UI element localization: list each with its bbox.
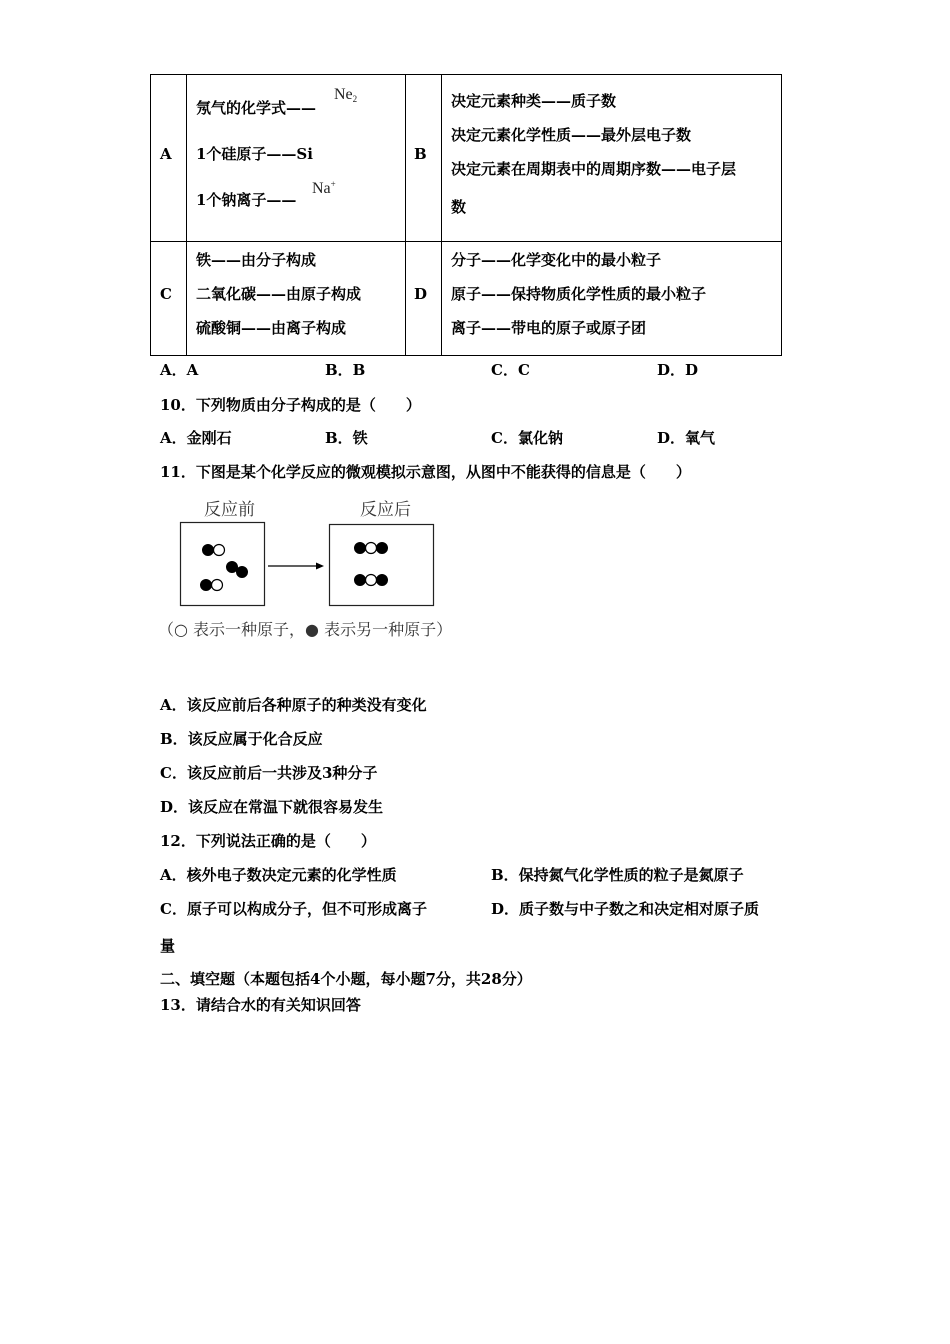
cell-d-line2: 原子——保持物质化学性质的最小粒子 [451,285,707,303]
black-atom [355,543,366,554]
cell-b-line4: 数 [451,198,467,216]
after-label: 反应后 [360,500,411,520]
cell-b-letter: B [414,145,427,163]
cell-a-line1: 氖气的化学式—— [196,99,317,117]
white-atom [366,575,377,586]
q10-option-c[interactable]: C．氯化钠 [491,429,563,447]
q13-stem: 13．请结合水的有关知识回答 [160,996,361,1014]
cell-d-letter: D [414,285,428,303]
before-label: 反应前 [204,500,255,520]
black-atom [355,575,366,586]
q10-option-d[interactable]: D．氧气 [657,429,716,447]
q11-option-c[interactable]: C．该反应前后一共涉及3种分子 [160,764,378,782]
cell-c-line2: 二氧化碳——由原子构成 [196,285,362,303]
q9-option-d[interactable]: D．D [657,361,699,379]
q12-option-a[interactable]: A．核外电子数决定元素的化学性质 [160,866,397,884]
black-atom [201,580,212,591]
white-atom [212,580,223,591]
question-9-table [150,74,782,356]
arrow-head [316,563,324,570]
q10-option-b[interactable]: B．铁 [325,429,368,447]
neon-formula: $Ne_2$ [334,86,358,104]
q11-option-b[interactable]: B．该反应属于化合反应 [160,730,323,748]
cell-a-line3: 1个钠离子—— [196,191,297,209]
q11-option-d[interactable]: D．该反应在常温下就很容易发生 [160,798,384,816]
sodium-ion-formula: Na+ [312,179,336,197]
q11-stem: 11．下图是某个化学反应的微观模拟示意图，从图中不能获得的信息是（ ） [160,463,691,481]
cell-b-line2: 决定元素化学性质——最外层电子数 [451,126,692,144]
cell-a-line2: 1个硅原子——Si [196,145,313,163]
q10-option-a[interactable]: A．金刚石 [160,429,232,447]
black-atom [203,545,214,556]
q9-option-b[interactable]: B．B [325,361,366,379]
cell-c-letter: C [160,285,172,303]
black-atom [377,575,388,586]
cell-b-line3: 决定元素在周期表中的周期序数——电子层 [451,160,737,178]
white-atom [214,545,225,556]
white-atom [366,543,377,554]
after-box [330,525,434,606]
cell-a-letter: A [160,145,172,163]
q11-option-a[interactable]: A．该反应前后各种原子的种类没有变化 [160,696,427,714]
cell-b-line1: 决定元素种类——质子数 [451,92,617,110]
q9-option-a[interactable]: A．A [160,361,199,379]
before-box [181,523,265,606]
q9-option-c[interactable]: C．C [491,361,530,379]
diagram-legend: （○ 表示一种原子，● 表示另一种原子） [158,620,453,639]
reaction-diagram [178,520,438,608]
q12-option-c[interactable]: C．原子可以构成分子，但不可形成离子 [160,900,427,918]
black-atom [237,567,248,578]
cell-c-line3: 硫酸铜——由离子构成 [196,319,347,337]
cell-d-line1: 分子——化学变化中的最小粒子 [451,251,662,269]
q12-option-d-continued: 量 [160,937,176,955]
cell-c-line1: 铁——由分子构成 [196,251,317,269]
black-atom [227,562,238,573]
cell-d-line3: 离子——带电的原子或原子团 [451,319,647,337]
black-atom [377,543,388,554]
section-2-heading: 二、填空题（本题包括4个小题，每小题7分，共28分） [160,970,532,988]
q12-stem: 12．下列说法正确的是（ ） [160,832,376,850]
q12-option-d[interactable]: D．质子数与中子数之和决定相对原子质 [491,900,760,918]
q12-option-b[interactable]: B．保持氮气化学性质的粒子是氮原子 [491,866,744,884]
q10-stem: 10．下列物质由分子构成的是（ ） [160,396,421,414]
